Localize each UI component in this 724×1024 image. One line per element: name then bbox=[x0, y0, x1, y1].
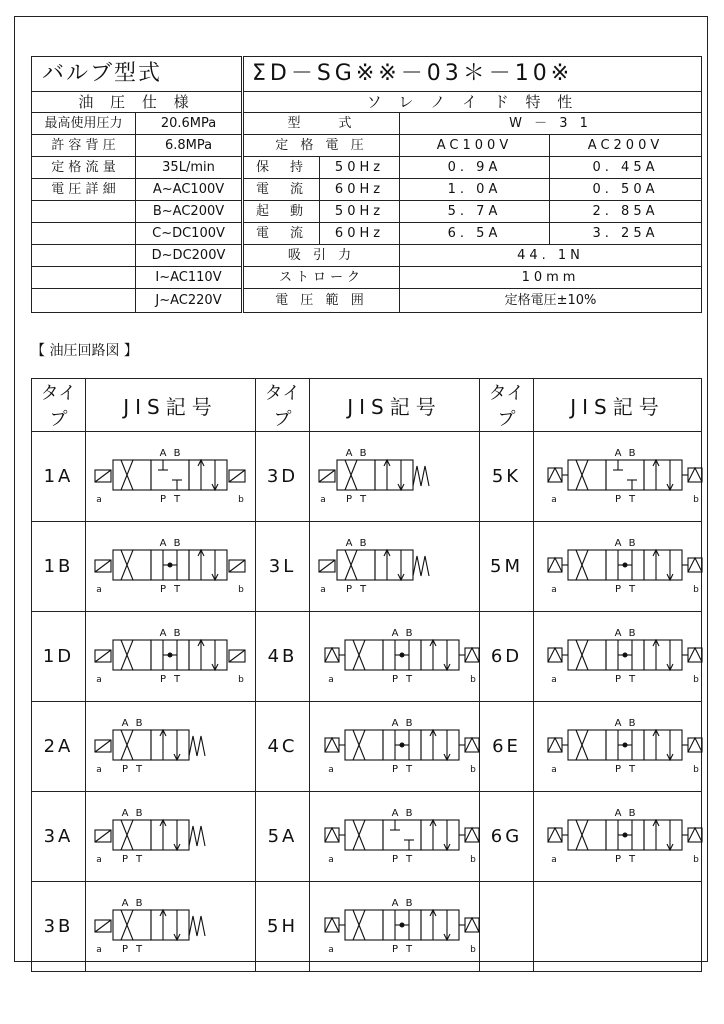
jis-symbol-cell bbox=[86, 522, 256, 612]
valve-model-label: バルブ型式 bbox=[32, 57, 242, 92]
circuit-row bbox=[32, 792, 702, 882]
holding-current-label-1: 保 持 bbox=[244, 157, 320, 179]
port-a-label: A bbox=[159, 627, 166, 639]
port-a-label: A bbox=[121, 717, 128, 729]
voltage-ac200: AC200V bbox=[550, 135, 702, 157]
valve-symbol-icon bbox=[91, 892, 251, 962]
circuit-row bbox=[32, 522, 702, 612]
port-p-label: P bbox=[391, 763, 398, 775]
port-a-label: A bbox=[614, 717, 621, 729]
holding-60-ac200: 0. 50A bbox=[550, 179, 702, 201]
port-t-label: T bbox=[405, 943, 412, 955]
rated-voltage-label: 定 格 電 圧 bbox=[244, 135, 400, 157]
port-t-label: T bbox=[405, 763, 412, 775]
voltage-ac100: AC100V bbox=[400, 135, 550, 157]
solenoid-a-label: a bbox=[327, 764, 334, 775]
circuit-diagram-table bbox=[31, 378, 702, 972]
port-a-label: A bbox=[121, 897, 128, 909]
port-t-label: T bbox=[628, 493, 635, 505]
hydraulic-spec-heading: 油 圧 仕 様 bbox=[32, 92, 242, 113]
port-b-label: B bbox=[405, 807, 412, 819]
circuit-row bbox=[32, 432, 702, 522]
solenoid-a-label: a bbox=[95, 764, 102, 775]
port-p-label: P bbox=[121, 763, 128, 775]
port-t-label: T bbox=[628, 673, 635, 685]
jis-symbol-cell bbox=[86, 792, 256, 882]
port-p-label: P bbox=[391, 853, 398, 865]
valve-symbol-icon bbox=[538, 532, 698, 602]
jis-symbol-cell bbox=[534, 702, 702, 792]
solenoid-a-label: a bbox=[95, 674, 102, 685]
valve-symbol-icon bbox=[538, 712, 698, 782]
solenoid-a-label: a bbox=[327, 674, 334, 685]
jis-symbol-cell bbox=[534, 792, 702, 882]
port-p-label: P bbox=[345, 493, 352, 505]
port-p-label: P bbox=[614, 763, 621, 775]
port-p-label: P bbox=[391, 673, 398, 685]
valve-type-cell: 6G bbox=[480, 792, 534, 882]
valve-type-cell: 5H bbox=[256, 882, 310, 972]
frequency-60hz: 60Hz bbox=[320, 179, 400, 201]
solenoid-heading: ソ レ ノ イ ド 特 性 bbox=[244, 92, 702, 113]
holding-60-ac100: 1. 0A bbox=[400, 179, 550, 201]
spec-value: C~DC100V bbox=[136, 223, 242, 245]
jis-symbol-cell bbox=[86, 702, 256, 792]
port-a-label: A bbox=[391, 627, 398, 639]
port-b-label: B bbox=[135, 717, 142, 729]
port-a-label: A bbox=[121, 807, 128, 819]
valve-type-cell: 4C bbox=[256, 702, 310, 792]
valve-type-cell: 3L bbox=[256, 522, 310, 612]
port-a-label: A bbox=[614, 537, 621, 549]
solenoid-b-label: b bbox=[469, 764, 476, 775]
jis-symbol-cell bbox=[534, 432, 702, 522]
valve-symbol-icon bbox=[538, 802, 698, 872]
solenoid-a-label: a bbox=[550, 584, 557, 595]
inrush-current-label-2: 電 流 bbox=[244, 223, 320, 245]
port-t-label: T bbox=[628, 763, 635, 775]
port-b-label: B bbox=[628, 447, 635, 459]
spec-label: 最高使用圧力 bbox=[32, 113, 136, 135]
port-p-label: P bbox=[614, 583, 621, 595]
port-p-label: P bbox=[345, 583, 352, 595]
valve-symbol-icon bbox=[91, 802, 251, 872]
port-t-label: T bbox=[359, 583, 366, 595]
spec-label bbox=[32, 267, 136, 289]
solenoid-b-label: b bbox=[237, 494, 244, 505]
inrush-current-label-1: 起 動 bbox=[244, 201, 320, 223]
voltage-range-label: 電 圧 範 囲 bbox=[244, 289, 400, 313]
port-b-label: B bbox=[173, 447, 180, 459]
port-a-label: A bbox=[614, 447, 621, 459]
valve-type-cell: 3B bbox=[32, 882, 86, 972]
port-t-label: T bbox=[405, 673, 412, 685]
port-b-label: B bbox=[405, 897, 412, 909]
valve-type-cell: 4B bbox=[256, 612, 310, 702]
type-header: タイプ bbox=[480, 379, 534, 432]
valve-type-cell: 1A bbox=[32, 432, 86, 522]
port-b-label: B bbox=[135, 897, 142, 909]
solenoid-a-label: a bbox=[550, 854, 557, 865]
solenoid-b-label: b bbox=[692, 494, 699, 505]
port-t-label: T bbox=[135, 763, 142, 775]
holding-current-label-2: 電 流 bbox=[244, 179, 320, 201]
valve-symbol-icon bbox=[315, 442, 475, 512]
solenoid-a-label: a bbox=[550, 674, 557, 685]
circuit-row bbox=[32, 612, 702, 702]
solenoid-b-label: b bbox=[237, 674, 244, 685]
holding-50-ac100: 0. 9A bbox=[400, 157, 550, 179]
spec-label bbox=[32, 201, 136, 223]
jis-symbol-cell bbox=[310, 792, 480, 882]
solenoid-spec-table bbox=[243, 56, 702, 313]
port-p-label: P bbox=[391, 943, 398, 955]
spec-label bbox=[32, 223, 136, 245]
solenoid-b-label: b bbox=[469, 944, 476, 955]
spec-label: 定 格 流 量 bbox=[32, 157, 136, 179]
port-p-label: P bbox=[121, 943, 128, 955]
spec-label bbox=[32, 245, 136, 267]
port-a-label: A bbox=[345, 447, 352, 459]
solenoid-b-label: b bbox=[692, 764, 699, 775]
valve-symbol-icon bbox=[91, 532, 251, 602]
solenoid-b-label: b bbox=[692, 674, 699, 685]
port-t-label: T bbox=[173, 493, 180, 505]
solenoid-b-label: b bbox=[692, 854, 699, 865]
spec-value: 35L/min bbox=[136, 157, 242, 179]
jis-symbol-cell bbox=[310, 432, 480, 522]
solenoid-a-label: a bbox=[95, 584, 102, 595]
attraction-force-value: 44. 1N bbox=[400, 245, 702, 267]
spec-value: D~DC200V bbox=[136, 245, 242, 267]
hydraulic-spec-table bbox=[31, 56, 242, 313]
valve-type-cell: 1D bbox=[32, 612, 86, 702]
port-a-label: A bbox=[391, 807, 398, 819]
jis-symbol-cell bbox=[534, 612, 702, 702]
circuit-heading: 【 油圧回路図 】 bbox=[31, 343, 138, 359]
valve-symbol-icon bbox=[91, 442, 251, 512]
jis-symbol-cell bbox=[86, 882, 256, 972]
spec-label: 電 圧 詳 細 bbox=[32, 179, 136, 201]
port-p-label: P bbox=[614, 673, 621, 685]
valve-symbol-icon bbox=[538, 622, 698, 692]
port-b-label: B bbox=[135, 807, 142, 819]
jis-symbol-cell bbox=[310, 882, 480, 972]
port-t-label: T bbox=[628, 853, 635, 865]
inrush-60-ac100: 6. 5A bbox=[400, 223, 550, 245]
jis-symbol-cell bbox=[86, 612, 256, 702]
circuit-row bbox=[32, 702, 702, 792]
valve-symbol-icon bbox=[315, 712, 475, 782]
port-p-label: P bbox=[614, 853, 621, 865]
port-a-label: A bbox=[159, 447, 166, 459]
jis-symbol-cell bbox=[310, 702, 480, 792]
inrush-50-ac200: 2. 85A bbox=[550, 201, 702, 223]
solenoid-b-label: b bbox=[469, 854, 476, 865]
valve-model-value: ΣD－SG※※－03＊－10※ bbox=[244, 57, 702, 92]
port-a-label: A bbox=[159, 537, 166, 549]
port-t-label: T bbox=[628, 583, 635, 595]
stroke-value: 10mm bbox=[400, 267, 702, 289]
model-type-value: W － 3 1 bbox=[400, 113, 702, 135]
solenoid-b-label: b bbox=[692, 584, 699, 595]
frequency-60hz: 60Hz bbox=[320, 223, 400, 245]
port-t-label: T bbox=[359, 493, 366, 505]
solenoid-a-label: a bbox=[327, 944, 334, 955]
valve-type-cell: 1B bbox=[32, 522, 86, 612]
model-type-label: 型 式 bbox=[244, 113, 400, 135]
jis-symbol-cell bbox=[310, 612, 480, 702]
valve-symbol-icon bbox=[315, 802, 475, 872]
port-t-label: T bbox=[173, 583, 180, 595]
type-header: タイプ bbox=[32, 379, 86, 432]
valve-symbol-icon bbox=[91, 622, 251, 692]
port-p-label: P bbox=[121, 853, 128, 865]
jis-symbol-header: JIS記号 bbox=[534, 379, 702, 432]
port-b-label: B bbox=[405, 627, 412, 639]
spec-value: A~AC100V bbox=[136, 179, 242, 201]
port-p-label: P bbox=[614, 493, 621, 505]
jis-symbol-cell bbox=[86, 432, 256, 522]
port-b-label: B bbox=[628, 717, 635, 729]
port-a-label: A bbox=[614, 807, 621, 819]
spec-label bbox=[32, 289, 136, 313]
spec-value: B~AC200V bbox=[136, 201, 242, 223]
spec-value: 20.6MPa bbox=[136, 113, 242, 135]
valve-type-cell bbox=[480, 882, 534, 972]
valve-symbol-icon bbox=[538, 442, 698, 512]
solenoid-a-label: a bbox=[319, 584, 326, 595]
spec-value: 6.8MPa bbox=[136, 135, 242, 157]
jis-symbol-header: JIS記号 bbox=[310, 379, 480, 432]
jis-symbol-cell bbox=[534, 522, 702, 612]
valve-type-cell: 2A bbox=[32, 702, 86, 792]
port-b-label: B bbox=[628, 537, 635, 549]
frequency-50hz: 50Hz bbox=[320, 157, 400, 179]
port-b-label: B bbox=[359, 537, 366, 549]
attraction-force-label: 吸 引 力 bbox=[244, 245, 400, 267]
frequency-50hz: 50Hz bbox=[320, 201, 400, 223]
solenoid-a-label: a bbox=[95, 944, 102, 955]
holding-50-ac200: 0. 45A bbox=[550, 157, 702, 179]
port-a-label: A bbox=[391, 717, 398, 729]
port-p-label: P bbox=[159, 673, 166, 685]
valve-type-cell: 3D bbox=[256, 432, 310, 522]
port-b-label: B bbox=[173, 627, 180, 639]
spec-value: J~AC220V bbox=[136, 289, 242, 313]
solenoid-a-label: a bbox=[319, 494, 326, 505]
valve-type-cell: 5M bbox=[480, 522, 534, 612]
port-b-label: B bbox=[628, 627, 635, 639]
inrush-50-ac100: 5. 7A bbox=[400, 201, 550, 223]
circuit-row bbox=[32, 882, 702, 972]
port-a-label: A bbox=[391, 897, 398, 909]
valve-type-cell: 3A bbox=[32, 792, 86, 882]
jis-symbol-header: JIS記号 bbox=[86, 379, 256, 432]
valve-symbol-icon bbox=[315, 892, 475, 962]
port-p-label: P bbox=[159, 583, 166, 595]
port-p-label: P bbox=[159, 493, 166, 505]
valve-symbol-icon bbox=[315, 622, 475, 692]
solenoid-a-label: a bbox=[95, 494, 102, 505]
valve-type-cell: 6D bbox=[480, 612, 534, 702]
port-b-label: B bbox=[173, 537, 180, 549]
spec-label: 許 容 背 圧 bbox=[32, 135, 136, 157]
valve-type-cell: 5A bbox=[256, 792, 310, 882]
valve-type-cell: 5K bbox=[480, 432, 534, 522]
port-b-label: B bbox=[405, 717, 412, 729]
type-header: タイプ bbox=[256, 379, 310, 432]
jis-symbol-cell bbox=[310, 522, 480, 612]
valve-symbol-icon bbox=[91, 712, 251, 782]
voltage-range-value: 定格電圧±10% bbox=[400, 289, 702, 313]
port-t-label: T bbox=[173, 673, 180, 685]
stroke-label: ストローク bbox=[244, 267, 400, 289]
port-t-label: T bbox=[405, 853, 412, 865]
port-b-label: B bbox=[359, 447, 366, 459]
solenoid-b-label: b bbox=[469, 674, 476, 685]
jis-symbol-cell bbox=[534, 882, 702, 972]
solenoid-a-label: a bbox=[550, 494, 557, 505]
port-t-label: T bbox=[135, 853, 142, 865]
port-a-label: A bbox=[614, 627, 621, 639]
solenoid-a-label: a bbox=[550, 764, 557, 775]
solenoid-b-label: b bbox=[237, 584, 244, 595]
solenoid-a-label: a bbox=[327, 854, 334, 865]
inrush-60-ac200: 3. 25A bbox=[550, 223, 702, 245]
port-b-label: B bbox=[628, 807, 635, 819]
spec-value: I~AC110V bbox=[136, 267, 242, 289]
port-t-label: T bbox=[135, 943, 142, 955]
valve-symbol-icon bbox=[315, 532, 475, 602]
valve-type-cell: 6E bbox=[480, 702, 534, 792]
port-a-label: A bbox=[345, 537, 352, 549]
solenoid-a-label: a bbox=[95, 854, 102, 865]
